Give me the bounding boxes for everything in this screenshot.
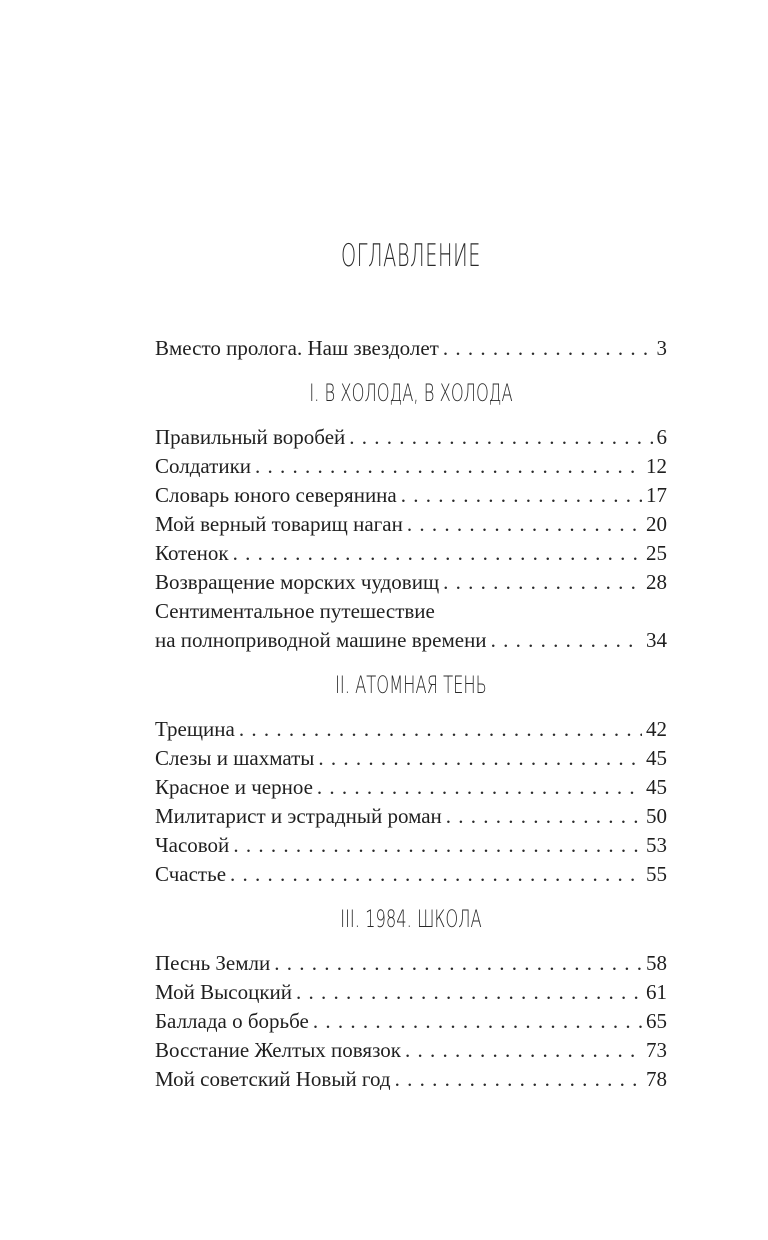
- entry-title: Слезы и шахматы: [155, 746, 315, 770]
- dot-leader: [317, 773, 642, 802]
- entry-title: Восстание Желтых повязок: [155, 1038, 401, 1062]
- section-heading-1: I. В ХОЛОДА, В ХОЛОДА: [309, 379, 513, 407]
- toc-entry[interactable]: [155, 860, 667, 889]
- entry-title: Милитарист и эстрадный роман: [155, 804, 442, 828]
- entry-page: 28: [646, 570, 667, 594]
- dot-leader: [233, 539, 642, 568]
- dot-leader: [443, 568, 642, 597]
- dot-leader: [349, 423, 652, 452]
- entry-title: Мой Высоцкий: [155, 980, 292, 1004]
- entry-title: Правильный воробей: [155, 425, 346, 449]
- entry-page: 78: [646, 1067, 667, 1091]
- entry-title: Возвращение морских чудовищ: [155, 570, 440, 594]
- entry-page: 65: [646, 1009, 667, 1033]
- entry-title: Мой верный товарищ наган: [155, 512, 403, 536]
- entry-title: Котенок: [155, 541, 229, 565]
- dot-leader: [443, 334, 653, 363]
- toc-entry[interactable]: [155, 773, 667, 802]
- entry-page: 50: [646, 804, 667, 828]
- entry-title: Вместо пролога. Наш звездолет: [155, 336, 439, 360]
- toc-page: [155, 0, 667, 1240]
- toc-entry[interactable]: [155, 568, 667, 597]
- toc-entries: [155, 334, 667, 1094]
- dot-leader: [395, 1065, 642, 1094]
- dot-leader: [407, 510, 642, 539]
- dot-leader: [239, 715, 642, 744]
- entry-title: Красное и черное: [155, 775, 313, 799]
- toc-entry[interactable]: [155, 802, 667, 831]
- dot-leader: [446, 802, 642, 831]
- entry-title: Часовой: [155, 833, 230, 857]
- toc-entry[interactable]: [155, 452, 667, 481]
- entry-page: 25: [646, 541, 667, 565]
- entry-page: 20: [646, 512, 667, 536]
- dot-leader: [405, 1036, 642, 1065]
- entry-page: 45: [646, 775, 667, 799]
- section-heading-3: III. 1984. ШКОЛА: [340, 905, 482, 933]
- entry-second-line: [155, 626, 667, 655]
- dot-leader: [491, 626, 642, 655]
- toc-entry-prologue[interactable]: [155, 334, 667, 363]
- dot-leader: [318, 744, 642, 773]
- entry-title: Трещина: [155, 717, 235, 741]
- toc-entry[interactable]: [155, 539, 667, 568]
- dot-leader: [313, 1007, 642, 1036]
- entry-title: Счастье: [155, 862, 227, 886]
- dot-leader: [230, 860, 642, 889]
- toc-entry[interactable]: [155, 831, 667, 860]
- entry-page: 55: [646, 862, 667, 886]
- entry-page: 42: [646, 717, 667, 741]
- entry-page: 12: [646, 454, 667, 478]
- toc-entry[interactable]: [155, 978, 667, 1007]
- toc-entry[interactable]: [155, 1065, 667, 1094]
- toc-entry[interactable]: [155, 1036, 667, 1065]
- toc-entry[interactable]: [155, 949, 667, 978]
- entry-page: 61: [646, 980, 667, 1004]
- dot-leader: [233, 831, 642, 860]
- entry-title: Солдатики: [155, 454, 252, 478]
- toc-entry[interactable]: [155, 744, 667, 773]
- dot-leader: [255, 452, 642, 481]
- entry-page: 6: [656, 425, 667, 449]
- entry-title: Песнь Земли: [155, 951, 271, 975]
- toc-entry[interactable]: [155, 481, 667, 510]
- entry-page: 73: [646, 1038, 667, 1062]
- entry-page: 17: [646, 483, 667, 507]
- entry-page: 45: [646, 746, 667, 770]
- entry-page: 3: [656, 336, 667, 360]
- toc-entry[interactable]: [155, 510, 667, 539]
- entry-title-line2: на полноприводной машине времени: [155, 628, 487, 652]
- entry-title: Мой советский Новый год: [155, 1067, 391, 1091]
- toc-entry[interactable]: [155, 423, 667, 452]
- toc-entry[interactable]: [155, 1007, 667, 1036]
- dot-leader: [296, 978, 642, 1007]
- toc-entry[interactable]: [155, 715, 667, 744]
- entry-page: 34: [646, 628, 667, 652]
- entry-title-line1: Сентиментальное путешествие: [155, 599, 435, 623]
- dot-leader: [401, 481, 642, 510]
- entry-page: 58: [646, 951, 667, 975]
- entry-title: Словарь юного северянина: [155, 483, 397, 507]
- entry-title: Баллада о борьбе: [155, 1009, 309, 1033]
- dot-leader: [274, 949, 642, 978]
- toc-heading: ОГЛАВЛЕНИЕ: [341, 238, 481, 274]
- toc-entry-multiline[interactable]: [155, 597, 667, 655]
- section-heading-2: II. АТОМНАЯ ТЕНЬ: [335, 671, 487, 699]
- entry-page: 53: [646, 833, 667, 857]
